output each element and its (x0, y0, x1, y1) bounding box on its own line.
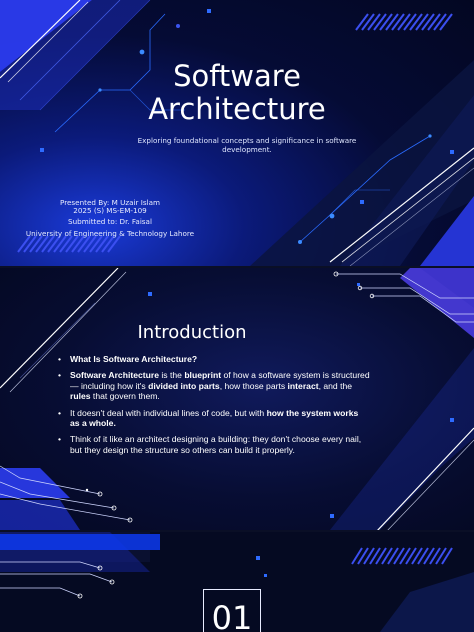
slide-subtitle: Exploring foundational concepts and significance in software development. (137, 136, 357, 154)
bullet-text: It doesn't deal with individual lines of code, but with how the system works as a whole. (70, 407, 359, 429)
bullet-dot-icon: • (58, 407, 62, 418)
bullet-text: Think of it like an architect designing a building: they don't choose every nail, but they design the structure so others can build it properly. (70, 434, 362, 455)
section-number: 01 (203, 589, 261, 632)
title-line-1: Software (173, 59, 301, 93)
bullet-dot-icon: • (58, 370, 62, 381)
section-number-slide (0, 532, 474, 632)
bullet-dot-icon: • (58, 434, 62, 445)
slide-title (0, 60, 474, 126)
title-slide-decoration (0, 0, 474, 266)
introduction-slide (0, 268, 474, 530)
presented-by: Presented By: M Uzair Islam (59, 198, 161, 207)
title-slide (0, 0, 474, 266)
bullet-text: What Is Software Architecture? (70, 354, 198, 364)
submitted-to: Submitted to: Dr. Faisal (68, 217, 152, 226)
bullet-text: Software Architecture is the blueprint of how a software system is structured — including how it's divided into parts, how those parts interact, and the rules that govern them. (70, 370, 370, 402)
bullet-item (58, 354, 370, 364)
bullet-item (58, 370, 370, 402)
bullet-list (58, 354, 370, 461)
university-name: University of Engineering & Technology Lahore (25, 229, 195, 238)
bullet-item (58, 434, 370, 455)
section-title: Introduction (137, 322, 247, 343)
bullet-dot-icon: • (58, 354, 62, 364)
title-line-2: Architecture (148, 92, 326, 126)
bullet-item (58, 407, 370, 429)
student-id: 2025 (S) MS-EM-109 (73, 206, 147, 215)
